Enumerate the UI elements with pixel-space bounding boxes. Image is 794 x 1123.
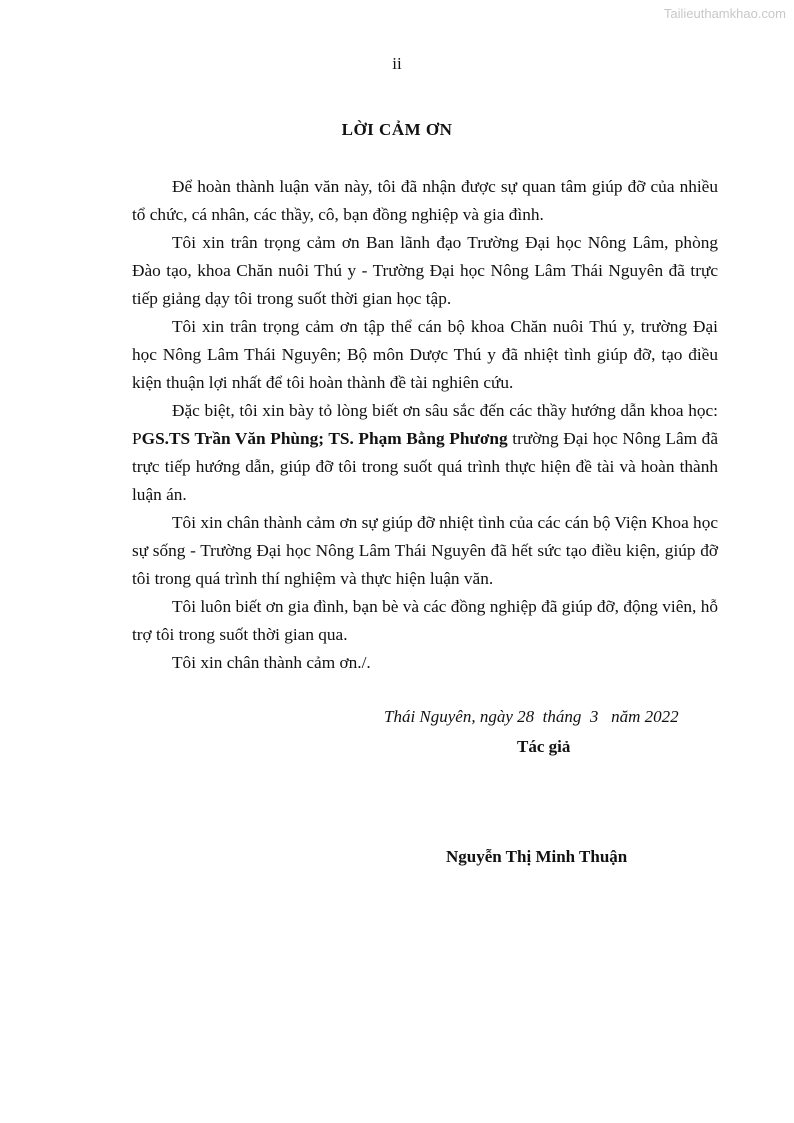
paragraph-4 [132, 397, 718, 509]
paragraph-4-intro: Đặc biệt, tôi xin bày tỏ lòng biết ơn sâu sắc đến các thầy hướng dẫn khoa học: P [132, 401, 718, 448]
page-number: ii [392, 54, 402, 73]
paragraph-1: Để hoàn thành luận văn này, tôi đã nhận được sự quan tâm giúp đỡ của nhiều tổ chức, cá nhân, các thầy, cô, bạn đồng nghiệp và gia đình. [132, 177, 718, 224]
date-line: Thái Nguyên, ngày 28 tháng 3 năm 2022 [384, 707, 679, 726]
paragraph-6: Tôi luôn biết ơn gia đình, bạn bè và các đồng nghiệp đã giúp đỡ, động viên, hỗ trợ tôi trong suốt thời gian qua. [132, 597, 718, 644]
author-name: Nguyễn Thị Minh Thuận [446, 847, 628, 866]
acknowledgement-body [132, 173, 718, 677]
watermark: Tailieuthamkhao.com [663, 6, 786, 21]
paragraph-4-rest: trường Đại học Nông Lâm đã trực tiếp hướng dẫn, giúp đỡ tôi trong suốt quá trình thực hiện đề tài và hoàn thành luận án. [132, 429, 718, 504]
supervisors-names: GS.TS Trần Văn Phùng; TS. Phạm Bằng Phương [141, 429, 508, 448]
paragraph-7: Tôi xin chân thành cảm ơn./. [172, 653, 371, 672]
page-title: LỜI CẢM ƠN [341, 120, 453, 139]
author-label: Tác giả [517, 737, 571, 756]
paragraph-5: Tôi xin chân thành cảm ơn sự giúp đỡ nhiệt tình của các cán bộ Viện Khoa học sự sống - Trường Đại học Nông Lâm Thái Nguyên đã hết sức tạo điều kiện, giúp đỡ tôi trong quá trình thí nghiệm và thực hiện luận văn. [132, 513, 719, 588]
paragraph-2: Tôi xin trân trọng cảm ơn Ban lãnh đạo Trường Đại học Nông Lâm, phòng Đào tạo, khoa Chăn nuôi Thú y - Trường Đại học Nông Lâm Thái Nguyên đã trực tiếp giảng dạy tôi trong suốt thời gian học tập. [132, 233, 718, 308]
paragraph-3: Tôi xin trân trọng cảm ơn tập thể cán bộ khoa Chăn nuôi Thú y, trường Đại học Nông Lâm Thái Nguyên; Bộ môn Dược Thú y đã nhiệt tình giúp đỡ, tạo điều kiện thuận lợi nhất để tôi hoàn thành đề tài nghiên cứu. [132, 317, 718, 392]
